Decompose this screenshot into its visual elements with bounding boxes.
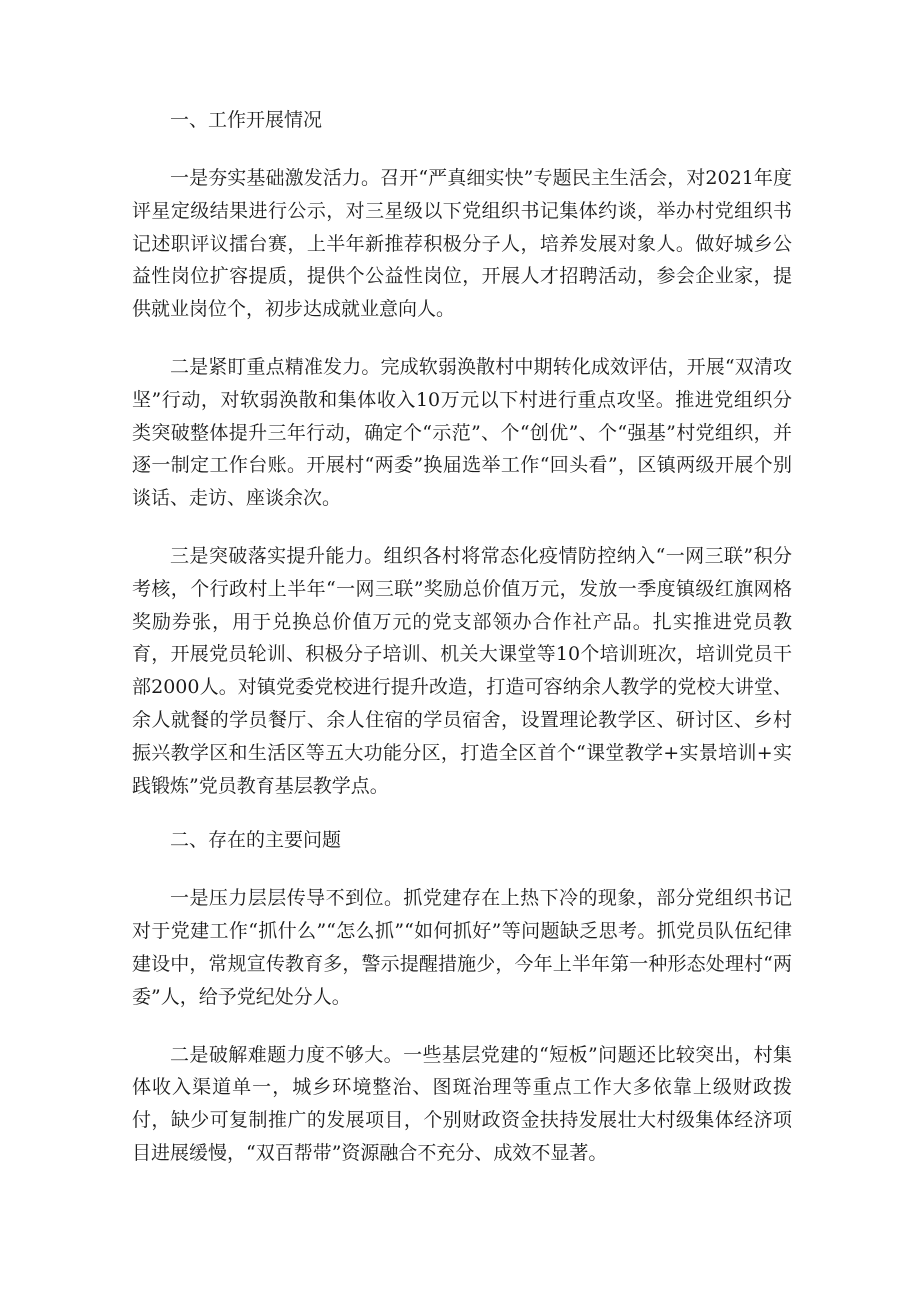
paragraph-foundation: 一是夯实基础激发活力。召开“严真细实快”专题民主生活会，对2021年度评星定级结果进行公示，对三星级以下党组织书记集体约谈，举办村党组织书记述职评议擂台赛，上半年新推荐积极分子人，培养发展对象人。做好城乡公益性岗位扩容提质，提供个公益性岗位，开展人才招聘活动，参会企业家，提供就业岗位个，初步达成就业意向人。 [132,167,792,321]
paragraph-difficulties: 二是破解难题力度不够大。一些基层党建的“短板”问题还比较突出，村集体收入渠道单一，城乡环境整治、图斑治理等重点工作大多依靠上级财政拨付，缺少可复制推广的发展项目，个别财政资金扶持发展壮大村级集体经济项目进展缓慢，“双百帮带”资源融合不充分、成效不显著。 [132,1043,792,1164]
section-heading-main-problems: 二、存在的主要问题 [170,829,342,852]
document-page [132,107,792,1195]
paragraph-key-focus: 二是紧盯重点精准发力。完成软弱涣散村中期转化成效评估，开展“双清攻坚”行动，对软弱涣散和集体收入10万元以下村进行重点攻坚。推进党组织分类突破整体提升三年行动，确定个“示范”、个“创优”、个“强基”村党组织，并逐一制定工作台账。开展村“两委”换届选举工作“回头看”，区镇两级开展个别谈话、走访、座谈余次。 [132,355,792,510]
paragraph-pressure: 一是压力层层传导不到位。抓党建存在上热下冷的现象，部分党组织书记对于党建工作“抓什么”“怎么抓”“如何抓好”等问题缺乏思考。抓党员队伍纪律建设中，常规宣传教育多，警示提醒措施少，今年上半年第一种形态处理村“两委”人，给予党纪处分人。 [132,887,792,1008]
paragraph-implementation: 三是突破落实提升能力。组织各村将常态化疫情防控纳入“一网三联”积分考核，个行政村上半年“一网三联”奖励总价值万元，发放一季度镇级红旗网格奖励券张，用于兑换总价值万元的党支部领办合作社产品。扎实推进党员教育，开展党员轮训、积极分子培训、机关大课堂等10个培训班次，培训党员干部2000人。对镇党委党校进行提升改造，打造可容纳余人教学的党校大讲堂、余人就餐的学员餐厅、余人住宿的学员宿舍，设置理论教学区、研讨区、乡村振兴教学区和生活区等五大功能分区，打造全区首个“课堂教学+实景培训+实践锻炼”党员教育基层教学点。 [132,544,792,797]
section-heading-work-progress: 一、工作开展情况 [170,109,323,131]
